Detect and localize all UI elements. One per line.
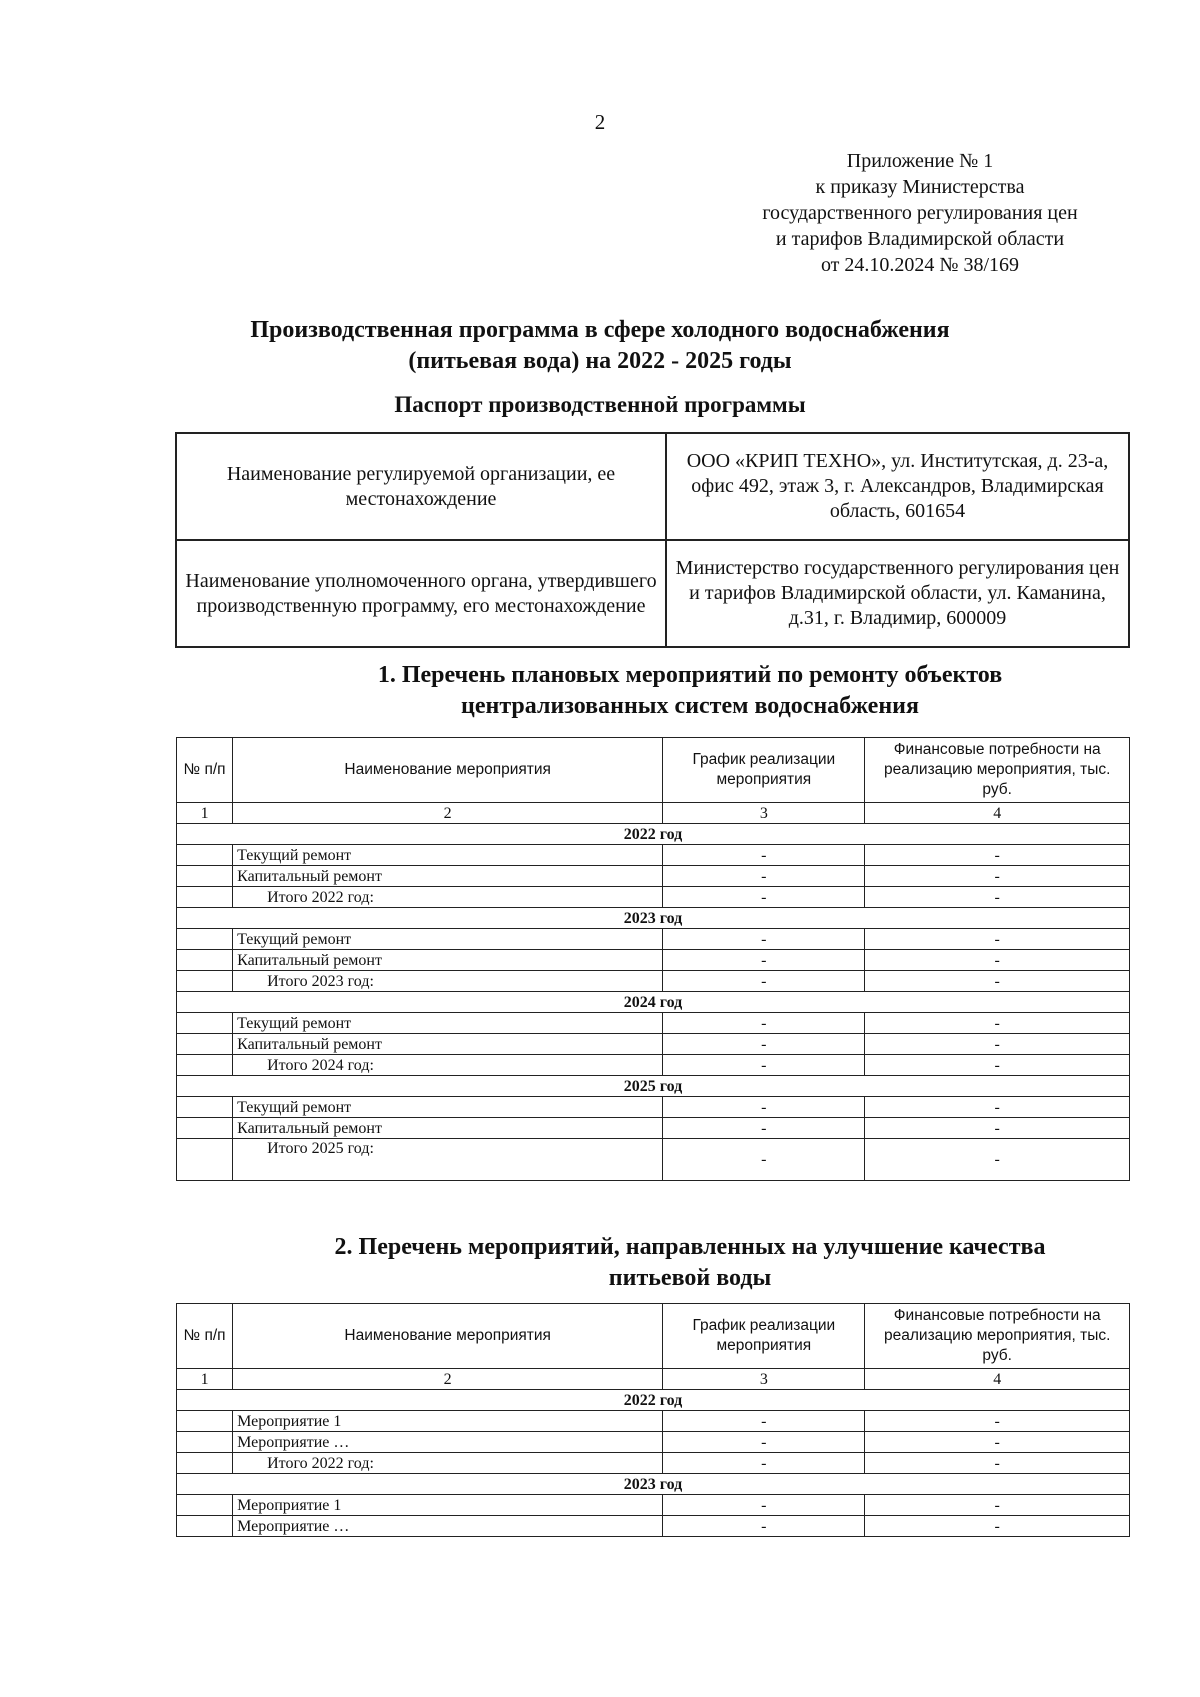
year-row (177, 992, 1130, 1013)
column-number: 1 (177, 803, 233, 824)
table-header-row (177, 738, 1130, 803)
total-row (177, 887, 1130, 908)
event-name: Мероприятие … (233, 1432, 663, 1453)
finance-value: - (865, 1432, 1130, 1453)
row-number (177, 1516, 233, 1537)
table-row (177, 1495, 1130, 1516)
total-label: Итого 2023 год: (233, 971, 663, 992)
passport-table (175, 432, 1130, 648)
row-number (177, 1013, 233, 1034)
year-label: 2023 год (177, 1474, 1130, 1495)
column-header: Наименование мероприятия (233, 738, 663, 803)
table-row (177, 1118, 1130, 1139)
total-label: Итого 2022 год: (233, 1453, 663, 1474)
table-row (177, 1411, 1130, 1432)
finance-value: - (865, 887, 1130, 908)
event-name: Текущий ремонт (233, 1013, 663, 1034)
row-number (177, 950, 233, 971)
column-header: Наименование мероприятия (233, 1304, 663, 1369)
finance-value: - (865, 929, 1130, 950)
schedule-value: - (663, 1453, 865, 1474)
row-number (177, 1411, 233, 1432)
row-number (177, 887, 233, 908)
section-title-line: 1. Перечень плановых мероприятий по ремонту объектов (377, 662, 1003, 688)
column-number: 4 (865, 1369, 1130, 1390)
event-name: Капитальный ремонт (233, 950, 663, 971)
event-name: Текущий ремонт (233, 845, 663, 866)
column-number-row (177, 1369, 1130, 1390)
section-title-line: питьевой воды (608, 1265, 772, 1291)
column-header: Финансовые потребности на реализацию мероприятия, тыс. руб. (865, 738, 1130, 803)
column-number: 4 (865, 803, 1130, 824)
year-row (177, 1390, 1130, 1411)
page-number: 2 (594, 110, 606, 134)
column-number: 3 (663, 1369, 865, 1390)
event-name: Текущий ремонт (233, 929, 663, 950)
event-name: Капитальный ремонт (233, 1118, 663, 1139)
column-header: Финансовые потребности на реализацию мероприятия, тыс. руб. (865, 1304, 1130, 1369)
passport-row (176, 540, 1129, 647)
total-row (177, 1139, 1130, 1181)
finance-value: - (865, 1139, 1130, 1181)
row-number (177, 866, 233, 887)
repair-events-table (176, 737, 1130, 1181)
schedule-value: - (663, 845, 865, 866)
schedule-value: - (663, 1516, 865, 1537)
row-number (177, 845, 233, 866)
row-number (177, 1097, 233, 1118)
total-row (177, 971, 1130, 992)
passport-label: Наименование уполномоченного органа, утвердившего производственную программу, его местонахождение (176, 540, 666, 647)
appendix-line: и тарифов Владимирской области (775, 228, 1065, 250)
finance-value: - (865, 1034, 1130, 1055)
schedule-value: - (663, 1495, 865, 1516)
table-header-row (177, 1304, 1130, 1369)
schedule-value: - (663, 971, 865, 992)
column-number: 1 (177, 1369, 233, 1390)
schedule-value: - (663, 929, 865, 950)
row-number (177, 929, 233, 950)
finance-value: - (865, 950, 1130, 971)
schedule-value: - (663, 1139, 865, 1181)
finance-value: - (865, 1453, 1130, 1474)
table-row (177, 1034, 1130, 1055)
finance-value: - (865, 1516, 1130, 1537)
table-row (177, 1516, 1130, 1537)
table-row (177, 866, 1130, 887)
schedule-value: - (663, 1432, 865, 1453)
column-header: График реализации мероприятия (663, 738, 865, 803)
column-number: 2 (233, 1369, 663, 1390)
finance-value: - (865, 1411, 1130, 1432)
schedule-value: - (663, 950, 865, 971)
finance-value: - (865, 1495, 1130, 1516)
table-row (177, 950, 1130, 971)
section-title-line: централизованных систем водоснабжения (461, 693, 919, 719)
passport-heading: Паспорт производственной программы (394, 392, 806, 417)
column-header: № п/п (177, 1304, 233, 1369)
schedule-value: - (663, 1034, 865, 1055)
column-number: 3 (663, 803, 865, 824)
row-number (177, 1118, 233, 1139)
total-label: Итого 2024 год: (233, 1055, 663, 1076)
total-label: Итого 2022 год: (233, 887, 663, 908)
finance-value: - (865, 845, 1130, 866)
event-name: Капитальный ремонт (233, 1034, 663, 1055)
row-number (177, 1055, 233, 1076)
appendix-line: от 24.10.2024 № 38/169 (820, 254, 1020, 276)
appendix-line: Приложение № 1 (846, 150, 994, 172)
column-header: № п/п (177, 738, 233, 803)
table-row (177, 1432, 1130, 1453)
year-row (177, 1474, 1130, 1495)
passport-value: ООО «КРИП ТЕХНО», ул. Институтская, д. 23-а, офис 492, этаж 3, г. Александров, Владимирская область, 601654 (666, 433, 1129, 540)
year-row (177, 1076, 1130, 1097)
event-name: Мероприятие 1 (233, 1495, 663, 1516)
year-label: 2023 год (177, 908, 1130, 929)
passport-label: Наименование регулируемой организации, ее местонахождение (176, 433, 666, 540)
year-label: 2024 год (177, 992, 1130, 1013)
row-number (177, 971, 233, 992)
passport-value: Министерство государственного регулирования цен и тарифов Владимирской области, ул. Каманина, д.31, г. Владимир, 600009 (666, 540, 1129, 647)
total-row (177, 1055, 1130, 1076)
year-row (177, 824, 1130, 845)
year-row (177, 908, 1130, 929)
event-name: Мероприятие … (233, 1516, 663, 1537)
schedule-value: - (663, 866, 865, 887)
row-number (177, 1139, 233, 1181)
section1-title (230, 660, 1150, 722)
event-name: Мероприятие 1 (233, 1411, 663, 1432)
year-label: 2025 год (177, 1076, 1130, 1097)
passport-row (176, 433, 1129, 540)
year-label: 2022 год (177, 824, 1130, 845)
schedule-value: - (663, 1118, 865, 1139)
schedule-value: - (663, 1411, 865, 1432)
appendix-line: государственного регулирования цен (762, 202, 1078, 224)
table-row (177, 929, 1130, 950)
finance-value: - (865, 1118, 1130, 1139)
finance-value: - (865, 1055, 1130, 1076)
total-label: Итого 2025 год: (233, 1139, 663, 1181)
appendix-block (700, 148, 1140, 278)
schedule-value: - (663, 1013, 865, 1034)
column-number: 2 (233, 803, 663, 824)
row-number (177, 1432, 233, 1453)
section-title-line: 2. Перечень мероприятий, направленных на улучшение качества (334, 1234, 1046, 1260)
finance-value: - (865, 971, 1130, 992)
total-row (177, 1453, 1130, 1474)
table-row (177, 845, 1130, 866)
event-name: Капитальный ремонт (233, 866, 663, 887)
year-label: 2022 год (177, 1390, 1130, 1411)
appendix-line: к приказу Министерства (815, 176, 1025, 198)
column-header: График реализации мероприятия (663, 1304, 865, 1369)
section2-title (230, 1232, 1150, 1294)
schedule-value: - (663, 1055, 865, 1076)
row-number (177, 1453, 233, 1474)
row-number (177, 1034, 233, 1055)
table-row (177, 1013, 1130, 1034)
schedule-value: - (663, 887, 865, 908)
column-number-row (177, 803, 1130, 824)
finance-value: - (865, 1013, 1130, 1034)
event-name: Текущий ремонт (233, 1097, 663, 1118)
title-line: (питьевая вода) на 2022 - 2025 годы (408, 348, 792, 374)
finance-value: - (865, 866, 1130, 887)
row-number (177, 1495, 233, 1516)
table-row (177, 1097, 1130, 1118)
title-line: Производственная программа в сфере холодного водоснабжения (250, 317, 950, 343)
document-title (160, 315, 1040, 377)
schedule-value: - (663, 1097, 865, 1118)
water-quality-events-table (176, 1303, 1130, 1537)
finance-value: - (865, 1097, 1130, 1118)
